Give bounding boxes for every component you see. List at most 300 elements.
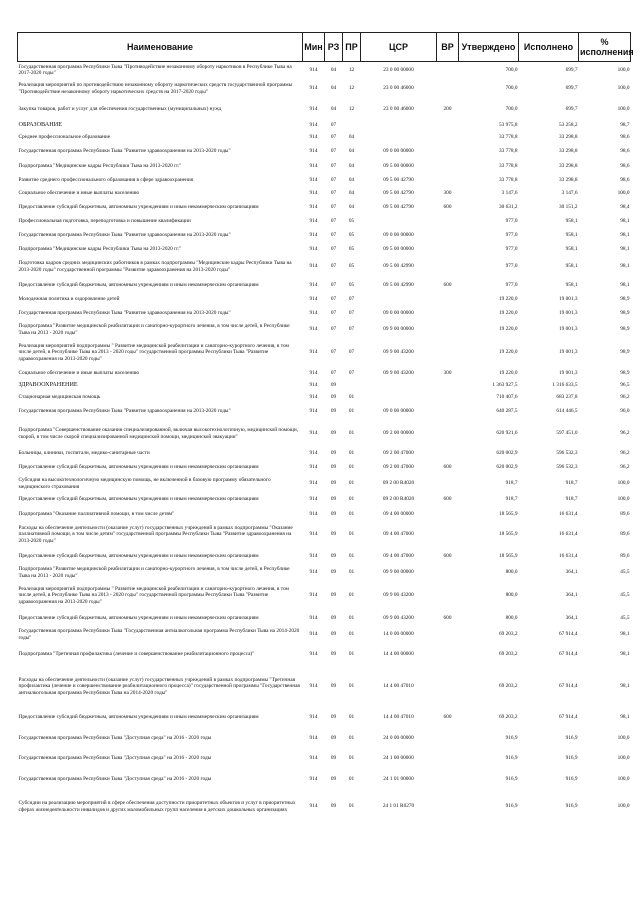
cell-name: Социальное обеспечение и иные выплаты населению [18, 370, 140, 377]
cell-vr [437, 729, 459, 749]
cell-pr: 01 [348, 683, 355, 690]
cell-pr: 01 [348, 531, 355, 538]
cell-csr: 23 0 00 00000 [383, 66, 414, 73]
cell-rz: 09 [330, 631, 337, 638]
cell-pr: 04 [348, 204, 355, 211]
cell-pr: 01 [348, 480, 355, 487]
cell-csr: 23 0 00 46000 [383, 106, 414, 113]
cell-rz: 09 [330, 394, 337, 401]
cell-approved: 918,7 [505, 480, 518, 487]
cell-vr [437, 420, 459, 448]
cell-min: 914 [309, 464, 318, 471]
cell-vr [437, 244, 459, 256]
cell-min: 914 [309, 430, 318, 437]
cell-csr: 09 4 00 47000 [383, 553, 414, 560]
cell-vr [437, 338, 459, 368]
cell-min: 914 [309, 776, 318, 783]
cell-csr [361, 132, 437, 144]
cell-rz: 07 [330, 282, 337, 289]
col-header-executed: Исполнено [519, 33, 579, 62]
cell-approved: 33 778,8 [498, 163, 518, 170]
cell-rz: 09 [330, 683, 337, 690]
table-row [18, 392, 631, 404]
cell-executed: 16 631,4 [558, 531, 578, 538]
cell-percent: 100,0 [617, 85, 630, 92]
cell-executed: 33 298,8 [558, 177, 578, 184]
cell-name: Государственная программа Республики Тыва "Доступная среда" на 2016 - 2020 годы [18, 776, 212, 783]
cell-rz: 09 [330, 450, 337, 457]
cell-min: 914 [309, 450, 318, 457]
cell-csr [361, 120, 437, 132]
cell-rz: 07 [330, 310, 337, 317]
cell-pr: 01 [348, 553, 355, 560]
cell-pr: 12 [348, 85, 355, 92]
cell-approved: 19 220,0 [498, 296, 518, 303]
cell-csr: 09 0 00 00000 [383, 310, 414, 317]
cell-min: 914 [309, 510, 318, 517]
cell-rz: 07 [330, 232, 337, 239]
cell-pr: 01 [348, 631, 355, 638]
cell-csr: 09 2 00 47000 [383, 464, 414, 471]
cell-percent: 96,5 [620, 382, 630, 389]
cell-min: 914 [309, 755, 318, 762]
cell-min: 914 [309, 382, 318, 389]
table-row [18, 322, 631, 338]
cell-min: 914 [309, 531, 318, 538]
table-row [18, 769, 631, 791]
cell-csr: 09 5 00 42790 [383, 190, 414, 197]
cell-pr: 05 [348, 246, 355, 253]
cell-vr [437, 667, 459, 707]
cell-name: Подпрограмма "Развитие медицинской реабилитации и санаторно-курортного лечения, в том числе детей, в Республике Тыва на 2013 - 2020 годы" [18, 323, 290, 336]
cell-min: 914 [309, 735, 318, 742]
cell-rz: 09 [330, 464, 337, 471]
cell-name: Государственная программа Республики Тыва "Доступная среда" на 2016 - 2020 годы [18, 735, 212, 742]
cell-pr: 01 [348, 615, 355, 622]
cell-name: Подпрограмма "Медицинские кадры Республики Тыва на 2013-2020 гг." [18, 163, 182, 170]
cell-vr [437, 160, 459, 174]
table-row [18, 144, 631, 160]
cell-executed: 67 914,4 [558, 714, 578, 721]
table-row [18, 368, 631, 380]
cell-executed: 958,1 [565, 218, 578, 225]
cell-executed: 958,1 [565, 263, 578, 270]
cell-name: Субсидия на высокотехнологичную медицинскую помощь, не включенной в базовую программу обязательного медицинского страхования [18, 477, 271, 490]
cell-vr [437, 749, 459, 769]
table-row [18, 100, 631, 120]
cell-vr [437, 380, 459, 392]
cell-percent: 98,1 [620, 631, 630, 638]
cell-pr: 05 [348, 218, 355, 225]
table-row [18, 188, 631, 200]
cell-csr: 09 9 00 43200 [383, 592, 414, 599]
cell-approved: 977,0 [505, 246, 518, 253]
cell-pr: 05 [348, 263, 355, 270]
cell-csr: 24 0 00 00000 [383, 735, 414, 742]
cell-name: ЗДРАВООХРАНЕНИЕ [18, 381, 78, 389]
cell-executed: 67 914,4 [558, 651, 578, 658]
cell-name: Предоставление субсидий бюджетным, автономным учреждениям и иным некоммерческим организациям [18, 282, 259, 289]
cell-approved: 640 287,5 [496, 408, 518, 415]
table-row [18, 643, 631, 667]
cell-percent: 98,1 [620, 263, 630, 270]
cell-vr [437, 769, 459, 791]
cell-vr [437, 404, 459, 420]
cell-name: Государственная программа Республики Тыва "Развитие здравоохранения на 2013-2020 годы" [18, 408, 231, 415]
cell-min: 914 [309, 326, 318, 333]
cell-vr [437, 306, 459, 322]
cell-executed: 16 631,4 [558, 553, 578, 560]
cell-name: Подпрограмма "Третичная профилактика (лечение и совершенствование реабилитационного процесса)" [18, 651, 255, 658]
cell-name: Подпрограмма "Оказание паллиативной помощи, в том числе детям" [18, 510, 175, 517]
table-row [18, 120, 631, 132]
cell-min: 914 [309, 310, 318, 317]
cell-vr [437, 643, 459, 667]
cell-name: Государственная программа Республики Тыва "Развитие здравоохранения на 2013-2020 годы" [18, 232, 231, 239]
cell-pr: 01 [348, 735, 355, 742]
table-row [18, 62, 631, 78]
cell-rz: 04 [330, 85, 337, 92]
cell-min: 914 [309, 246, 318, 253]
table-row [18, 729, 631, 749]
cell-approved: 800,0 [505, 615, 518, 622]
cell-pr: 01 [348, 430, 355, 437]
cell-pr: 01 [348, 464, 355, 471]
cell-rz: 07 [330, 218, 337, 225]
cell-rz: 07 [330, 246, 337, 253]
cell-rz: 09 [330, 480, 337, 487]
cell-approved: 977,0 [505, 232, 518, 239]
cell-min: 914 [309, 631, 318, 638]
cell-percent: 100,0 [617, 106, 630, 113]
cell-percent: 100,0 [617, 776, 630, 783]
cell-pr: 01 [348, 450, 355, 457]
cell-csr: 09 9 00 00000 [383, 569, 414, 576]
cell-executed: 19 001,3 [558, 310, 578, 317]
table-row [18, 549, 631, 565]
cell-executed: 596 532,3 [556, 450, 578, 457]
table-row [18, 78, 631, 100]
cell-approved: 19 220,0 [498, 326, 518, 333]
cell-name: Предоставление субсидий бюджетным, автономным учреждениям и иным некоммерческим организациям [18, 496, 259, 503]
col-header-approved: Утверждено [459, 33, 519, 62]
table-row [18, 581, 631, 611]
cell-percent: 98,7 [620, 122, 630, 129]
cell-csr: 09 0 00 00000 [383, 232, 414, 239]
table-row [18, 216, 631, 228]
cell-min: 914 [309, 803, 318, 810]
cell-name: Молодежная политика и оздоровление детей [18, 296, 120, 303]
cell-min: 914 [309, 394, 318, 401]
cell-name: Субсидии на реализацию мероприятий в сфере обеспечения доступности приоритетных объектов и услуг в приоритетных сферах жизнедеятельности инвалидов и других маломобильных групп населения в детских дошкольных организациях [18, 800, 296, 813]
table-row [18, 256, 631, 278]
cell-rz: 07 [330, 177, 337, 184]
cell-min: 914 [309, 651, 318, 658]
cell-percent: 98,6 [620, 134, 630, 141]
cell-name: Реализация мероприятий подпрограммы " Развитие медицинской реабилитации и санаторно-курортного лечения, в том числе детей, в Республике Тыва на 2013 - 2020 годы" государственной программы Республики Тыва "Развитие здравоохранения на 2013-2020 годы" [18, 586, 289, 605]
table-row [18, 627, 631, 643]
cell-rz: 07 [330, 326, 337, 333]
cell-percent: 98,1 [620, 218, 630, 225]
cell-vr [437, 62, 459, 78]
cell-vr [437, 791, 459, 823]
table-row [18, 160, 631, 174]
col-header-min: Мин [303, 33, 325, 62]
cell-name: Больницы, клиники, госпитали, медико-санитарные части [18, 450, 150, 457]
cell-min: 914 [309, 592, 318, 599]
table-body [18, 62, 631, 823]
table-row [18, 404, 631, 420]
cell-executed: 19 001,3 [558, 370, 578, 377]
cell-min: 914 [309, 408, 318, 415]
table-row [18, 448, 631, 460]
cell-executed: 67 914,4 [558, 631, 578, 638]
cell-vr [437, 120, 459, 132]
cell-approved: 800,0 [505, 592, 518, 599]
cell-pr: 01 [348, 394, 355, 401]
cell-rz: 07 [330, 122, 337, 129]
cell-csr [361, 216, 437, 228]
cell-csr [361, 380, 437, 392]
table-row [18, 492, 631, 508]
cell-vr [437, 256, 459, 278]
cell-csr: 09 2 00 R4020 [382, 496, 415, 503]
cell-name: Предоставление субсидий бюджетным, автономным учреждениям и иным некоммерческим организациям [18, 615, 259, 622]
cell-csr: 09 4 00 47000 [383, 531, 414, 538]
col-header-percent: % исполнения [579, 33, 631, 62]
cell-percent: 45,5 [620, 592, 630, 599]
cell-vr [437, 508, 459, 521]
cell-rz: 09 [330, 615, 337, 622]
cell-csr: 09 2 00 R4020 [382, 480, 415, 487]
cell-approved: 69 203,2 [498, 714, 518, 721]
cell-approved: 53 975,8 [498, 122, 518, 129]
cell-name: Стационарная медицинская помощь [18, 394, 101, 401]
cell-percent: 98,9 [620, 370, 630, 377]
cell-csr: 09 9 00 43200 [383, 615, 414, 622]
col-header-pr: ПР [343, 33, 361, 62]
cell-approved: 30 631,2 [498, 204, 518, 211]
table-row [18, 306, 631, 322]
cell-approved: 916,9 [505, 803, 518, 810]
cell-pr: 05 [348, 282, 355, 289]
cell-executed: 19 001,3 [558, 349, 578, 356]
cell-percent: 98,1 [620, 246, 630, 253]
cell-csr [361, 294, 437, 306]
cell-approved: 69 203,2 [498, 683, 518, 690]
cell-approved: 18 565,9 [498, 531, 518, 538]
cell-min: 914 [309, 106, 318, 113]
cell-csr: 14 4 00 47010 [383, 714, 414, 721]
cell-executed: 33 298,8 [558, 148, 578, 155]
cell-rz: 07 [330, 163, 337, 170]
cell-percent: 100,0 [617, 755, 630, 762]
cell-percent: 98,9 [620, 296, 630, 303]
cell-approved: 1 363 927,5 [492, 382, 518, 389]
cell-executed: 364,1 [565, 615, 578, 622]
cell-executed: 33 298,8 [558, 163, 578, 170]
cell-rz: 07 [330, 296, 337, 303]
cell-name: Социальное обеспечение и иные выплаты населению [18, 190, 140, 197]
cell-percent: 98,9 [620, 349, 630, 356]
cell-csr: 09 2 00 00000 [383, 430, 414, 437]
cell-rz: 09 [330, 553, 337, 560]
cell-executed: 916,9 [565, 803, 578, 810]
cell-percent: 100,0 [617, 480, 630, 487]
cell-vr: 600 [443, 615, 452, 622]
header-row [18, 33, 631, 62]
cell-pr: 01 [348, 510, 355, 517]
cell-name: Подготовка кадров средних медицинских работников в рамках подпрограммы "Медицинские кадры Республики Тыва на 2013-2020 годы" государственной программы "Развитие здравоохранения на 2013-2020 годы" [18, 260, 292, 273]
cell-approved: 916,9 [505, 776, 518, 783]
cell-executed: 918,7 [565, 496, 578, 503]
cell-approved: 977,0 [505, 263, 518, 270]
cell-vr [437, 294, 459, 306]
cell-executed: 1 316 633,5 [552, 382, 578, 389]
table-row [18, 749, 631, 769]
cell-min: 914 [309, 66, 318, 73]
table-row [18, 132, 631, 144]
cell-executed: 916,9 [565, 755, 578, 762]
cell-min: 914 [309, 218, 318, 225]
cell-vr: 600 [443, 204, 452, 211]
cell-approved: 700,0 [505, 66, 518, 73]
cell-percent: 98,4 [620, 204, 630, 211]
cell-approved: 3 147,6 [501, 190, 518, 197]
budget-report-sheet [17, 32, 634, 823]
cell-percent: 98,1 [620, 714, 630, 721]
cell-min: 914 [309, 480, 318, 487]
cell-name: Государственная программа Республики Тыва "Доступная среда" на 2016 - 2020 годы [18, 755, 212, 762]
cell-executed: 30 151,2 [558, 204, 578, 211]
cell-pr: 01 [348, 714, 355, 721]
cell-percent: 100,0 [617, 496, 630, 503]
cell-executed: 19 001,3 [558, 326, 578, 333]
cell-rz: 09 [330, 755, 337, 762]
cell-vr [437, 216, 459, 228]
cell-min: 914 [309, 263, 318, 270]
cell-name: Государственная программа Республики Тыва "Развитие здравоохранения на 2013-2020 годы" [18, 310, 231, 317]
cell-vr: 200 [443, 106, 452, 113]
cell-rz: 07 [330, 148, 337, 155]
cell-csr: 09 9 00 00000 [383, 326, 414, 333]
cell-approved: 620 002,9 [496, 464, 518, 471]
cell-rz: 09 [330, 408, 337, 415]
cell-csr: 09 0 00 00000 [383, 408, 414, 415]
cell-name: Предоставление субсидий бюджетным, автономным учреждениям и иным некоммерческим организациям [18, 714, 259, 721]
cell-percent: 98,1 [620, 282, 630, 289]
cell-csr: 09 9 00 43200 [383, 349, 414, 356]
cell-min: 914 [309, 190, 318, 197]
cell-pr: 01 [348, 569, 355, 576]
cell-min: 914 [309, 204, 318, 211]
cell-csr: 09 5 00 42790 [383, 204, 414, 211]
cell-pr: 04 [348, 148, 355, 155]
cell-csr: 14 4 00 00000 [383, 651, 414, 658]
cell-approved: 19 220,0 [498, 370, 518, 377]
cell-csr: 09 5 00 42990 [383, 263, 414, 270]
cell-pr: 04 [348, 190, 355, 197]
cell-percent: 98,6 [620, 177, 630, 184]
cell-rz: 07 [330, 263, 337, 270]
cell-pr: 01 [348, 592, 355, 599]
cell-name: Реализация мероприятий по противодействию незаконному обороту наркотических средств государственной программы "Противодействие незаконному обороту наркотических средств на 2017-2020 годы" [18, 82, 293, 95]
cell-approved: 69 203,2 [498, 631, 518, 638]
cell-percent: 98,6 [620, 163, 630, 170]
cell-min: 914 [309, 177, 318, 184]
cell-percent: 100,0 [617, 803, 630, 810]
cell-pr: 07 [348, 296, 355, 303]
cell-percent: 100,0 [617, 190, 630, 197]
cell-approved: 33 778,8 [498, 134, 518, 141]
cell-vr [437, 78, 459, 100]
cell-percent: 96,2 [620, 394, 630, 401]
cell-percent: 96,2 [620, 464, 630, 471]
cell-percent: 98,1 [620, 651, 630, 658]
cell-executed: 614 446,5 [556, 408, 578, 415]
cell-rz: 09 [330, 803, 337, 810]
cell-vr [437, 521, 459, 549]
cell-executed: 3 147,6 [561, 190, 578, 197]
cell-csr: 09 0 00 00000 [383, 148, 414, 155]
table-row [18, 174, 631, 188]
cell-approved: 916,9 [505, 735, 518, 742]
cell-csr: 09 5 00 00000 [383, 246, 414, 253]
cell-rz: 07 [330, 190, 337, 197]
cell-name: Подпрограмма "Развитие медицинской реабилитации и санаторно-курортного лечения, в том числе детей, в Республике Тыва на 2013 - 2020 годы" [18, 566, 290, 579]
cell-percent: 98,9 [620, 310, 630, 317]
cell-approved: 620 921,6 [496, 430, 518, 437]
cell-executed: 958,1 [565, 232, 578, 239]
table-row [18, 476, 631, 492]
cell-csr: 09 2 00 47000 [383, 450, 414, 457]
cell-executed: 67 914,4 [558, 683, 578, 690]
cell-executed: 958,1 [565, 246, 578, 253]
cell-csr: 24 1 01 00000 [383, 776, 414, 783]
cell-percent: 98,1 [620, 232, 630, 239]
col-header-vr: ВР [437, 33, 459, 62]
cell-vr [437, 392, 459, 404]
cell-executed: 958,1 [565, 282, 578, 289]
budget-table [17, 32, 634, 823]
table-row [18, 278, 631, 294]
cell-pr: 04 [348, 177, 355, 184]
cell-min: 914 [309, 296, 318, 303]
col-header-csr: ЦСР [361, 33, 437, 62]
cell-csr: 23 0 00 46000 [383, 85, 414, 92]
cell-vr [437, 144, 459, 160]
table-row [18, 228, 631, 244]
cell-min: 914 [309, 349, 318, 356]
cell-rz: 09 [330, 531, 337, 538]
cell-executed: 597 451,0 [556, 430, 578, 437]
cell-vr [437, 448, 459, 460]
cell-rz: 09 [330, 510, 337, 517]
table-row [18, 667, 631, 707]
cell-vr [437, 174, 459, 188]
cell-csr: 09 4 00 00000 [383, 510, 414, 517]
cell-percent: 96,2 [620, 430, 630, 437]
cell-executed: 364,1 [565, 592, 578, 599]
col-header-rz: РЗ [325, 33, 343, 62]
cell-rz: 09 [330, 651, 337, 658]
cell-approved: 19 220,0 [498, 349, 518, 356]
cell-csr [361, 392, 437, 404]
cell-min: 914 [309, 714, 318, 721]
table-row [18, 521, 631, 549]
cell-pr: 07 [348, 349, 355, 356]
cell-rz: 07 [330, 349, 337, 356]
